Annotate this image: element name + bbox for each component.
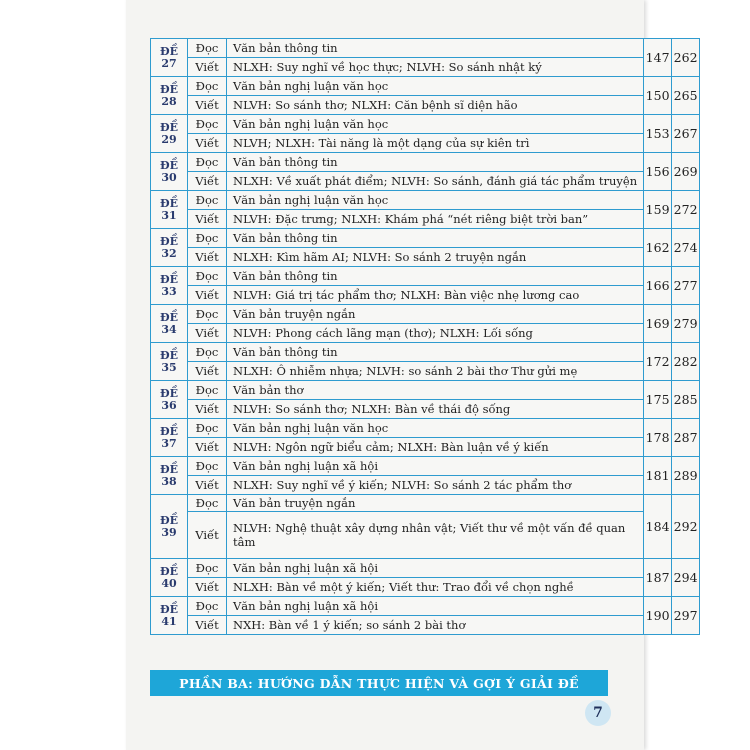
read-text: Văn bản nghị luận văn học <box>227 419 644 438</box>
read-text: Văn bản thông tin <box>227 267 644 286</box>
exam-number: 40 <box>161 576 177 590</box>
read-kind: Đọc <box>188 267 227 286</box>
read-text: Văn bản nghị luận xã hội <box>227 597 644 616</box>
exam-label <box>151 419 188 457</box>
question-page: 181 <box>644 457 672 495</box>
question-page: 175 <box>644 381 672 419</box>
write-kind: Viết <box>188 616 227 635</box>
exam-label <box>151 343 188 381</box>
answer-page: 279 <box>672 305 700 343</box>
write-kind: Viết <box>188 362 227 381</box>
write-text: NLXH: Ô nhiễm nhựa; NLVH: so sánh 2 bài thơ Thư gửi mẹ <box>227 362 644 381</box>
table-row <box>151 134 700 153</box>
section-banner: PHẦN BA: HƯỚNG DẪN THỰC HIỆN VÀ GỢI Ý GIẢI ĐỀ <box>150 670 608 696</box>
table-row <box>151 597 700 616</box>
table-of-contents <box>150 38 700 635</box>
exam-word: ĐỀ <box>160 386 178 400</box>
read-text: Văn bản thông tin <box>227 343 644 362</box>
write-kind: Viết <box>188 134 227 153</box>
table-row <box>151 616 700 635</box>
question-page: 159 <box>644 191 672 229</box>
exam-word: ĐỀ <box>160 120 178 134</box>
write-text: NLXH: Bàn về một ý kiến; Viết thư: Trao đổi về chọn nghề <box>227 578 644 597</box>
table-row <box>151 229 700 248</box>
exam-word: ĐỀ <box>160 424 178 438</box>
exam-word: ĐỀ <box>160 158 178 172</box>
answer-page: 262 <box>672 39 700 77</box>
write-kind: Viết <box>188 248 227 267</box>
answer-page: 292 <box>672 495 700 559</box>
write-kind: Viết <box>188 324 227 343</box>
table-row <box>151 286 700 305</box>
read-text: Văn bản nghị luận xã hội <box>227 457 644 476</box>
exam-number: 28 <box>161 94 177 108</box>
exam-number: 37 <box>161 436 177 450</box>
table-row <box>151 191 700 210</box>
table-row <box>151 343 700 362</box>
exam-number: 36 <box>161 398 177 412</box>
answer-page: 265 <box>672 77 700 115</box>
exam-number: 39 <box>161 525 177 539</box>
table-row <box>151 362 700 381</box>
exam-number: 38 <box>161 474 177 488</box>
write-kind: Viết <box>188 210 227 229</box>
answer-page: 297 <box>672 597 700 635</box>
read-kind: Đọc <box>188 381 227 400</box>
read-kind: Đọc <box>188 597 227 616</box>
exam-label <box>151 229 188 267</box>
exam-number: 32 <box>161 246 177 260</box>
write-text: NLVH: Nghệ thuật xây dựng nhân vật; Viết thư về một vấn đề quan tâm <box>227 512 644 559</box>
write-kind: Viết <box>188 400 227 419</box>
write-text: NLXH: Kìm hãm AI; NLVH: So sánh 2 truyện ngắn <box>227 248 644 267</box>
exam-label <box>151 267 188 305</box>
question-page: 178 <box>644 419 672 457</box>
table-row <box>151 495 700 512</box>
table-row <box>151 248 700 267</box>
write-text: NLVH: Đặc trưng; NLXH: Khám phá “nét riêng biệt trời ban” <box>227 210 644 229</box>
read-kind: Đọc <box>188 153 227 172</box>
write-text: NLXH: Suy nghĩ về ý kiến; NLVH: So sánh 2 tác phẩm thơ <box>227 476 644 495</box>
exam-number: 27 <box>161 56 177 70</box>
read-text: Văn bản truyện ngắn <box>227 305 644 324</box>
write-text: NLVH: So sánh thơ; NLXH: Căn bệnh sĩ diện hão <box>227 96 644 115</box>
read-kind: Đọc <box>188 343 227 362</box>
exam-number: 34 <box>161 322 177 336</box>
table-row <box>151 77 700 96</box>
write-kind: Viết <box>188 58 227 77</box>
exam-label <box>151 305 188 343</box>
answer-page: 294 <box>672 559 700 597</box>
write-text: NXH: Bàn về 1 ý kiến; so sánh 2 bài thơ <box>227 616 644 635</box>
question-page: 187 <box>644 559 672 597</box>
exam-word: ĐỀ <box>160 348 178 362</box>
read-kind: Đọc <box>188 457 227 476</box>
write-kind: Viết <box>188 578 227 597</box>
answer-page: 267 <box>672 115 700 153</box>
table-row <box>151 305 700 324</box>
exam-label <box>151 597 188 635</box>
read-kind: Đọc <box>188 229 227 248</box>
write-text: NLXH: Suy nghĩ về học thực; NLVH: So sánh nhật ký <box>227 58 644 77</box>
answer-page: 269 <box>672 153 700 191</box>
question-page: 147 <box>644 39 672 77</box>
read-kind: Đọc <box>188 559 227 578</box>
read-text: Văn bản truyện ngắn <box>227 495 644 512</box>
read-kind: Đọc <box>188 495 227 512</box>
table-row <box>151 115 700 134</box>
table-row <box>151 457 700 476</box>
question-page: 169 <box>644 305 672 343</box>
write-kind: Viết <box>188 286 227 305</box>
table-row <box>151 172 700 191</box>
write-text: NLVH: Ngôn ngữ biểu cảm; NLXH: Bàn luận về ý kiến <box>227 438 644 457</box>
answer-page: 289 <box>672 457 700 495</box>
exam-label <box>151 495 188 559</box>
answer-page: 285 <box>672 381 700 419</box>
question-page: 184 <box>644 495 672 559</box>
exam-label <box>151 457 188 495</box>
write-text: NLVH: Giá trị tác phẩm thơ; NLXH: Bàn việc nhẹ lương cao <box>227 286 644 305</box>
read-kind: Đọc <box>188 77 227 96</box>
table-row <box>151 58 700 77</box>
write-kind: Viết <box>188 512 227 559</box>
question-page: 172 <box>644 343 672 381</box>
write-text: NLVH: So sánh thơ; NLXH: Bàn về thái độ sống <box>227 400 644 419</box>
exam-word: ĐỀ <box>160 196 178 210</box>
exam-label <box>151 39 188 77</box>
exam-number: 30 <box>161 170 177 184</box>
table-row <box>151 400 700 419</box>
exam-label <box>151 115 188 153</box>
exam-word: ĐỀ <box>160 272 178 286</box>
exam-word: ĐỀ <box>160 44 178 58</box>
read-text: Văn bản thơ <box>227 381 644 400</box>
table-row <box>151 153 700 172</box>
question-page: 190 <box>644 597 672 635</box>
write-text: NLVH: Phong cách lãng mạn (thơ); NLXH: Lối sống <box>227 324 644 343</box>
exam-word: ĐỀ <box>160 602 178 616</box>
read-kind: Đọc <box>188 305 227 324</box>
exam-number: 31 <box>161 208 177 222</box>
write-kind: Viết <box>188 476 227 495</box>
exam-word: ĐỀ <box>160 234 178 248</box>
table-row <box>151 210 700 229</box>
read-text: Văn bản thông tin <box>227 153 644 172</box>
answer-page: 272 <box>672 191 700 229</box>
table-row <box>151 476 700 495</box>
exam-word: ĐỀ <box>160 462 178 476</box>
write-kind: Viết <box>188 96 227 115</box>
write-text: NLVH; NLXH: Tài năng là một dạng của sự kiên trì <box>227 134 644 153</box>
exam-number: 35 <box>161 360 177 374</box>
exam-label <box>151 153 188 191</box>
read-kind: Đọc <box>188 115 227 134</box>
exam-word: ĐỀ <box>160 513 178 527</box>
exam-word: ĐỀ <box>160 564 178 578</box>
write-kind: Viết <box>188 438 227 457</box>
page-number: 7 <box>585 700 611 726</box>
table-row <box>151 559 700 578</box>
exam-label <box>151 77 188 115</box>
read-text: Văn bản thông tin <box>227 39 644 58</box>
table-row <box>151 39 700 58</box>
question-page: 156 <box>644 153 672 191</box>
table-row <box>151 96 700 115</box>
write-kind: Viết <box>188 172 227 191</box>
answer-page: 274 <box>672 229 700 267</box>
exam-number: 29 <box>161 132 177 146</box>
table-row <box>151 324 700 343</box>
table-row <box>151 267 700 286</box>
answer-page: 282 <box>672 343 700 381</box>
toc-body <box>151 39 700 635</box>
answer-page: 287 <box>672 419 700 457</box>
table-row <box>151 512 700 559</box>
exam-word: ĐỀ <box>160 82 178 96</box>
exam-word: ĐỀ <box>160 310 178 324</box>
write-text: NLXH: Về xuất phát điểm; NLVH: So sánh, đánh giá tác phẩm truyện <box>227 172 644 191</box>
exam-number: 33 <box>161 284 177 298</box>
read-kind: Đọc <box>188 419 227 438</box>
exam-label <box>151 191 188 229</box>
exam-label <box>151 559 188 597</box>
exam-label <box>151 381 188 419</box>
question-page: 162 <box>644 229 672 267</box>
read-kind: Đọc <box>188 191 227 210</box>
question-page: 166 <box>644 267 672 305</box>
read-text: Văn bản nghị luận văn học <box>227 191 644 210</box>
table-row <box>151 438 700 457</box>
read-text: Văn bản nghị luận văn học <box>227 115 644 134</box>
table-row <box>151 419 700 438</box>
read-text: Văn bản nghị luận văn học <box>227 77 644 96</box>
read-kind: Đọc <box>188 39 227 58</box>
question-page: 153 <box>644 115 672 153</box>
read-text: Văn bản thông tin <box>227 229 644 248</box>
exam-number: 41 <box>161 614 177 628</box>
table-row <box>151 381 700 400</box>
question-page: 150 <box>644 77 672 115</box>
answer-page: 277 <box>672 267 700 305</box>
read-text: Văn bản nghị luận xã hội <box>227 559 644 578</box>
table-row <box>151 578 700 597</box>
